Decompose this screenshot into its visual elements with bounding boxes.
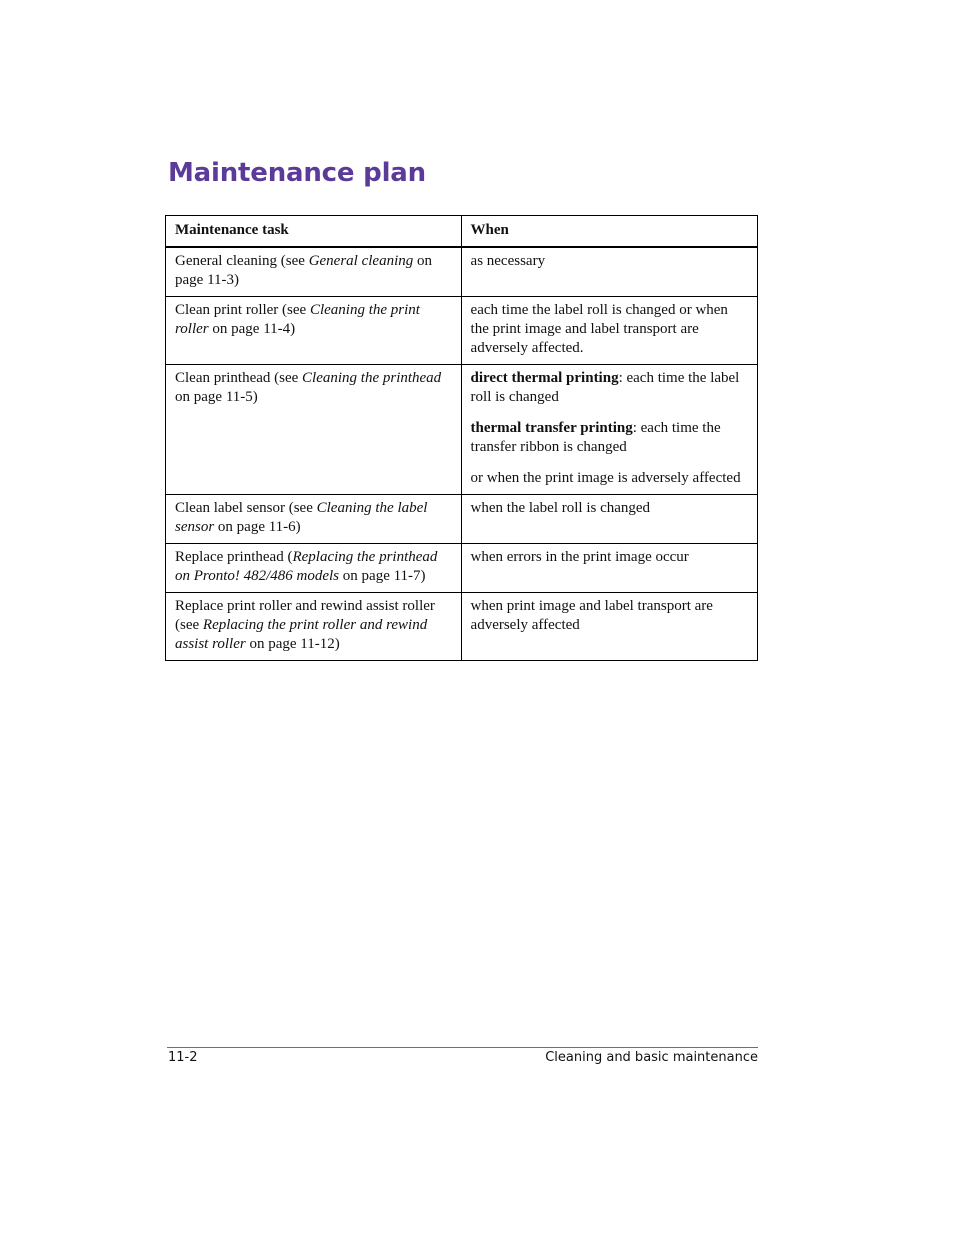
cell-text: each time the label roll is changed or when the print image and label transport are adversely affected. <box>470 302 728 356</box>
when-paragraph <box>471 597 748 635</box>
when-cell <box>461 544 757 593</box>
cell-text: Replace print roller and rewind assist roller (see <box>175 598 435 633</box>
table-row <box>166 297 758 365</box>
task-cell <box>166 593 462 661</box>
bold-term: direct thermal printing <box>470 370 619 386</box>
when-cell <box>461 247 757 297</box>
cell-text: when errors in the print image occur <box>470 549 689 565</box>
when-cell <box>461 495 757 544</box>
table-header-row <box>166 216 758 248</box>
cross-reference-link-text: Replacing the printhead on Pronto! 482/486 models <box>175 549 438 584</box>
table-row <box>166 247 758 297</box>
table-body <box>166 247 758 661</box>
column-header-when: When <box>461 216 757 248</box>
when-cell <box>461 593 757 661</box>
when-cell <box>461 297 757 365</box>
table-row <box>166 495 758 544</box>
cell-text: Clean label sensor (see <box>175 500 317 516</box>
task-cell <box>166 297 462 365</box>
table-row <box>166 365 758 495</box>
cell-text: on page 11-4) <box>208 321 296 337</box>
when-paragraph <box>471 419 748 457</box>
when-paragraph <box>471 301 748 358</box>
when-paragraph <box>471 499 748 518</box>
cross-reference-link-text: Cleaning the print roller <box>175 302 420 337</box>
cell-text: General cleaning (see <box>175 253 309 269</box>
table-row <box>166 593 758 661</box>
cell-text: as necessary <box>470 253 546 269</box>
when-cell <box>461 365 757 495</box>
when-paragraph <box>471 252 748 271</box>
footer-page-number: 11-2 <box>168 1050 198 1065</box>
cell-text: : each time the label roll is changed <box>470 370 740 405</box>
when-paragraph <box>471 469 748 488</box>
when-paragraph <box>471 369 748 407</box>
cell-text: Replace printhead ( <box>175 549 293 565</box>
footer-divider <box>167 1047 758 1048</box>
task-cell <box>166 544 462 593</box>
page-title: Maintenance plan <box>168 158 426 188</box>
cell-text: on page 11-6) <box>214 519 301 535</box>
cell-text: Clean printhead (see <box>175 370 303 386</box>
cross-reference-link-text: Replacing the print roller and rewind assist roller <box>175 617 428 652</box>
bold-term: thermal transfer printing <box>470 420 633 436</box>
cell-text: on page 11-3) <box>175 253 432 288</box>
cross-reference-link-text: Cleaning the label sensor <box>175 500 428 535</box>
cross-reference-link-text: Cleaning the printhead <box>302 370 442 386</box>
task-cell <box>166 495 462 544</box>
cell-text: : each time the transfer ribbon is changed <box>470 420 721 455</box>
cell-text: on page 11-5) <box>175 389 258 405</box>
task-cell <box>166 247 462 297</box>
cross-reference-link-text: General cleaning <box>308 253 414 269</box>
cell-text: when the label roll is changed <box>470 500 651 516</box>
cell-text: when print image and label transport are adversely affected <box>470 598 713 633</box>
cell-text: on page 11-7) <box>339 568 426 584</box>
column-header-task: Maintenance task <box>166 216 462 248</box>
cell-text: on page 11-12) <box>245 636 340 652</box>
table-row <box>166 544 758 593</box>
task-cell <box>166 365 462 495</box>
maintenance-table <box>165 215 758 661</box>
cell-text: Clean print roller (see <box>175 302 310 318</box>
when-paragraph <box>471 548 748 567</box>
cell-text: or when the print image is adversely affected <box>470 470 741 486</box>
footer-chapter-title: Cleaning and basic maintenance <box>545 1050 758 1065</box>
